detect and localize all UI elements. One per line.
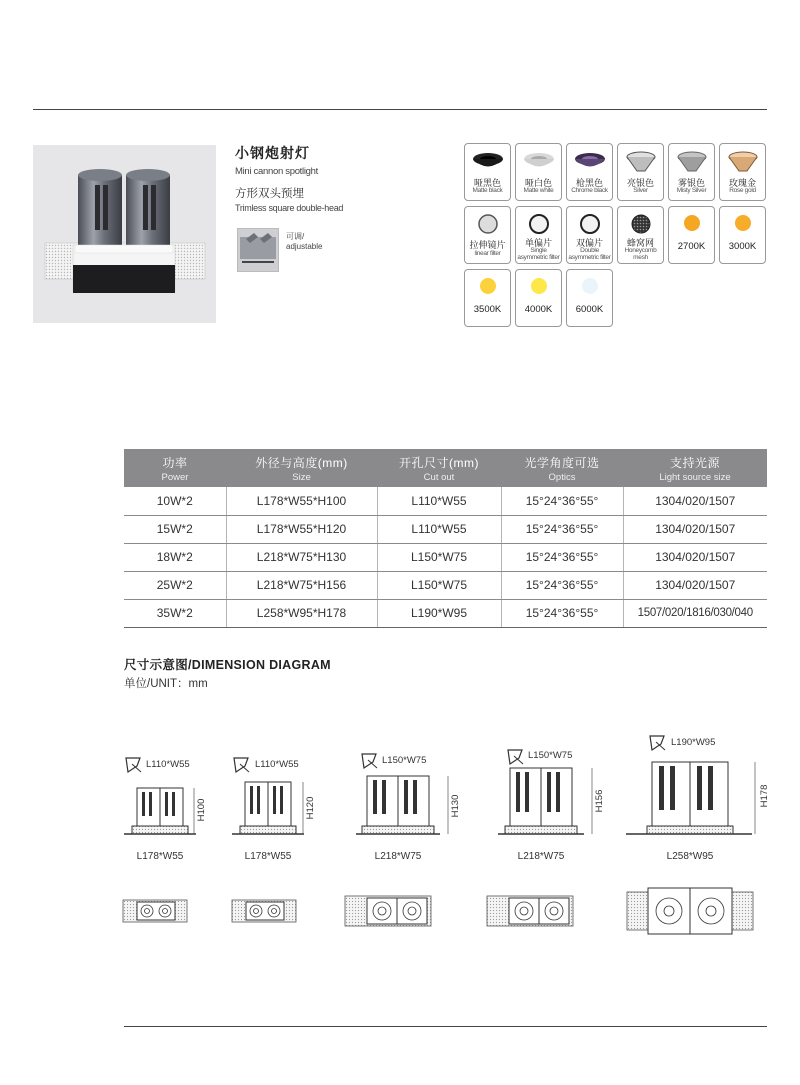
product-title-zh: 小钢炮射灯 bbox=[235, 145, 310, 161]
option-label-zh: 双偏片 bbox=[575, 238, 603, 248]
color-dot-icon bbox=[733, 213, 753, 233]
table-header-row bbox=[124, 449, 767, 487]
product-subtitle-zh: 方形双头预埋 bbox=[235, 188, 304, 200]
option-label-en: Chrome black bbox=[571, 187, 608, 194]
color-dot-icon bbox=[478, 276, 498, 296]
product-title-block bbox=[235, 143, 435, 213]
cell-power: 15W*2 bbox=[124, 515, 226, 543]
option-label-en-2: asymmetric filter bbox=[568, 254, 611, 261]
cell-cutout: L150*W75 bbox=[377, 571, 501, 599]
option-cct-3500k bbox=[464, 269, 511, 327]
dimension-diagram-title: 尺寸示意图/DIMENSION DIAGRAM bbox=[124, 658, 331, 672]
cell-cutout: L150*W75 bbox=[377, 543, 501, 571]
dimension-unit: 单位/UNIT：mm bbox=[124, 678, 208, 690]
model-2-height-label: H120 bbox=[305, 796, 316, 820]
top-rule bbox=[33, 109, 767, 110]
cct-label: 2700K bbox=[677, 241, 706, 252]
misty-silver-reflector-icon bbox=[675, 150, 709, 172]
header-power: 功率 Power bbox=[124, 449, 226, 487]
option-rose-gold bbox=[719, 143, 766, 201]
option-double-asymmetric-filter bbox=[566, 206, 613, 264]
silver-reflector-icon bbox=[624, 150, 658, 172]
model-3-size-label: L218*W75 bbox=[374, 851, 422, 862]
cct-label: 4000K bbox=[524, 304, 553, 315]
cell-light-source: 1304/020/1507 bbox=[623, 543, 767, 571]
option-label-zh: 哑黑色 bbox=[473, 178, 501, 188]
model-5-cutout-label: L190*W95 bbox=[671, 737, 716, 748]
cct-label: 3000K bbox=[728, 241, 757, 252]
option-misty-silver bbox=[668, 143, 715, 201]
header-optics: 光学角度可选 Optics bbox=[501, 449, 623, 487]
table-row bbox=[124, 515, 767, 543]
option-chrome-black bbox=[566, 143, 613, 201]
model-5-size-label: L258*W95 bbox=[666, 851, 714, 862]
cell-size: L218*W75*H156 bbox=[226, 571, 377, 599]
cell-light-source: 1304/020/1507 bbox=[623, 515, 767, 543]
header-light-source: 支持光源 Light source size bbox=[623, 449, 767, 487]
option-label-en: Matte white bbox=[523, 187, 554, 194]
dimension-diagram bbox=[0, 720, 800, 950]
table-row bbox=[124, 543, 767, 571]
cell-size: L178*W55*H120 bbox=[226, 515, 377, 543]
cct-label: 3500K bbox=[473, 304, 502, 315]
adjustable-icon bbox=[238, 229, 278, 271]
option-label-zh: 拉伸镜片 bbox=[469, 240, 506, 250]
matte-white-reflector-icon bbox=[522, 150, 556, 172]
model-3-height-label: H130 bbox=[450, 794, 461, 818]
color-dot-icon bbox=[529, 276, 549, 296]
option-label-en-1: Honeycomb bbox=[624, 247, 657, 254]
option-label-zh: 哑白色 bbox=[524, 178, 552, 188]
single-asymmetric-filter-icon bbox=[528, 213, 550, 235]
option-label-en-1: Single bbox=[530, 247, 547, 254]
model-3-diagram bbox=[345, 754, 461, 926]
option-label-en: Rose gold bbox=[729, 187, 756, 194]
model-5-diagram bbox=[626, 736, 770, 934]
matte-black-reflector-icon bbox=[471, 150, 505, 172]
model-1-height-label: H100 bbox=[196, 798, 207, 822]
cell-cutout: L110*W55 bbox=[377, 487, 501, 515]
cell-optics: 15°24°36°55° bbox=[501, 515, 623, 543]
cell-optics: 15°24°36°55° bbox=[501, 571, 623, 599]
option-cct-3000k bbox=[719, 206, 766, 264]
spotlight-illustration bbox=[33, 145, 216, 323]
option-silver bbox=[617, 143, 664, 201]
bottom-rule bbox=[124, 1026, 767, 1027]
option-label-en: Matte black bbox=[472, 187, 503, 194]
table-row bbox=[124, 571, 767, 599]
cct-label: 6000K bbox=[575, 304, 604, 315]
color-dot-icon bbox=[580, 276, 600, 296]
cell-power: 25W*2 bbox=[124, 571, 226, 599]
option-single-asymmetric-filter bbox=[515, 206, 562, 264]
option-label-zh: 枪黑色 bbox=[575, 178, 603, 188]
linear-filter-icon bbox=[477, 213, 499, 235]
cell-cutout: L110*W55 bbox=[377, 515, 501, 543]
model-4-height-label: H156 bbox=[594, 789, 605, 813]
model-1-cutout-label: L110*W55 bbox=[146, 759, 190, 770]
product-subtitle-en: Trimless square double-head bbox=[235, 203, 344, 213]
table-row bbox=[124, 599, 767, 627]
model-2-size-label: L178*W55 bbox=[244, 851, 292, 862]
option-label-en-1: Double bbox=[580, 247, 599, 254]
product-title-en: Mini cannon spotlight bbox=[235, 166, 318, 177]
option-label-en-2: mesh bbox=[633, 254, 648, 261]
option-cct-6000k bbox=[566, 269, 613, 327]
option-linear-filter bbox=[464, 206, 511, 264]
option-label-zh: 雾银色 bbox=[677, 178, 705, 188]
model-3-cutout-label: L150*W75 bbox=[382, 755, 427, 766]
cell-light-source: 1304/020/1507 bbox=[623, 487, 767, 515]
option-cct-4000k bbox=[515, 269, 562, 327]
spec-table bbox=[124, 449, 767, 628]
cell-size: L178*W55*H100 bbox=[226, 487, 377, 515]
double-asymmetric-filter-icon bbox=[579, 213, 601, 235]
header-cutout: 开孔尺寸(mm) Cut out bbox=[377, 449, 501, 487]
cell-light-source: 1304/020/1507 bbox=[623, 571, 767, 599]
chrome-black-reflector-icon bbox=[573, 150, 607, 172]
option-label-en: linear filter bbox=[474, 250, 501, 257]
honeycomb-mesh-icon bbox=[630, 213, 652, 235]
cell-power: 18W*2 bbox=[124, 543, 226, 571]
option-label-en: Misty Silver bbox=[676, 187, 707, 194]
option-cct-2700k bbox=[668, 206, 715, 264]
option-matte-black bbox=[464, 143, 511, 201]
header-size: 外径与高度(mm) Size bbox=[226, 449, 377, 487]
cell-optics: 15°24°36°55° bbox=[501, 543, 623, 571]
option-label-en-2: asymmetric filter bbox=[517, 254, 560, 261]
rose-gold-reflector-icon bbox=[726, 150, 760, 172]
option-label-zh: 单偏片 bbox=[524, 238, 552, 248]
cell-optics: 15°24°36°55° bbox=[501, 599, 623, 627]
model-5-height-label: H178 bbox=[759, 784, 770, 808]
model-4-size-label: L218*W75 bbox=[517, 851, 565, 862]
table-row bbox=[124, 487, 767, 515]
cell-size: L218*W75*H130 bbox=[226, 543, 377, 571]
option-label-zh: 亮银色 bbox=[626, 178, 654, 188]
cell-optics: 15°24°36°55° bbox=[501, 487, 623, 515]
cell-power: 10W*2 bbox=[124, 487, 226, 515]
color-dot-icon bbox=[682, 213, 702, 233]
product-image bbox=[33, 145, 216, 323]
option-label-zh: 蜂窝网 bbox=[626, 238, 654, 248]
model-4-cutout-label: L150*W75 bbox=[528, 750, 573, 761]
adjustable-label: 可调/ adjustable bbox=[286, 232, 323, 251]
option-honeycomb-mesh bbox=[617, 206, 664, 264]
model-4-diagram bbox=[487, 750, 605, 926]
cell-size: L258*W95*H178 bbox=[226, 599, 377, 627]
adjustable-thumbnail bbox=[237, 228, 279, 272]
cell-power: 35W*2 bbox=[124, 599, 226, 627]
model-2-diagram bbox=[232, 758, 316, 922]
option-label-en: Silver bbox=[633, 187, 648, 194]
cell-light-source: 1507/020/1816/030/040 bbox=[623, 599, 767, 627]
option-matte-white bbox=[515, 143, 562, 201]
model-1-size-label: L178*W55 bbox=[136, 851, 184, 862]
cell-cutout: L190*W95 bbox=[377, 599, 501, 627]
model-2-cutout-label: L110*W55 bbox=[255, 759, 299, 770]
option-label-zh: 玫瑰金 bbox=[728, 178, 756, 188]
model-1-diagram bbox=[123, 758, 207, 922]
